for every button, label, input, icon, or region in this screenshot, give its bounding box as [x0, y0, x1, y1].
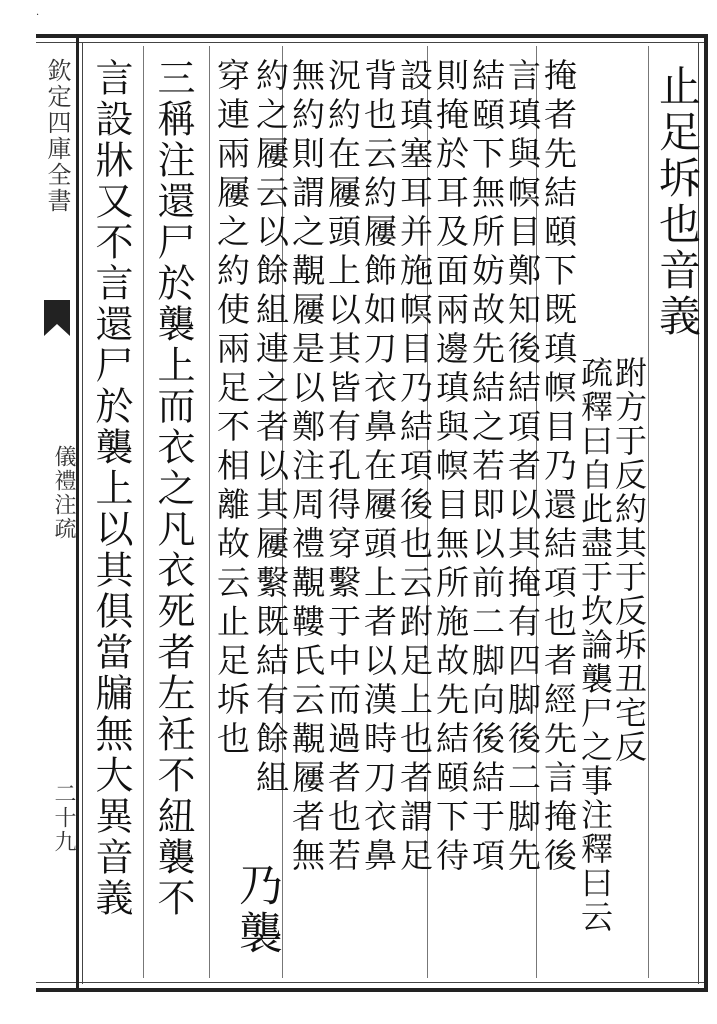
- fish-tail-ornament: [42, 300, 72, 336]
- text-column-main: 乃襲: [231, 862, 282, 958]
- frame-bottom-rule: [36, 988, 708, 992]
- chapter-title: 儀禮注疏: [51, 445, 76, 541]
- text-column-note: 穿連兩屨之約使兩足不相離故云止足坼也: [212, 58, 251, 760]
- text-column-note: 約之屨云以餘組連之者以其屨繫既結有餘組: [251, 58, 290, 799]
- column-rule: [209, 46, 210, 978]
- text-column-main: 三稱注還尸於襲上而衣之凡衣死者左衽不紐襲不: [151, 58, 195, 919]
- column-rule: [648, 46, 649, 978]
- column-rule: [143, 46, 144, 978]
- frame-top-inner-rule: [36, 42, 708, 43]
- page-number: 二十九: [51, 782, 76, 854]
- text-column-note: 設瑱塞耳并施幎目乃結項後也云跗足上也者謂足: [395, 58, 434, 877]
- text-column-note: 無約則謂之覯屨是以鄭注周禮覯鞻氏云覯屨者無: [287, 58, 326, 877]
- text-column-note: 背也云約屨飾如刀衣鼻在屨頭上者以漢時刀衣鼻: [359, 58, 398, 877]
- text-column-note: 跗方于反約其于反坼丑宅反: [610, 356, 648, 764]
- book-title: 欽定四庫全書: [43, 58, 71, 214]
- text-column-main: 言設牀又不言還尸於襲上以其俱當牖無大異音義: [89, 58, 133, 919]
- text-column-note: 結頤下無所妨故先結之若即以前二脚向後結于項: [467, 58, 506, 877]
- frame-right-rule: [704, 34, 708, 992]
- frame-top-rule: [36, 34, 708, 38]
- text-column-main: 止足坼也音義: [653, 64, 702, 340]
- frame-left-inner-rule: [82, 42, 83, 984]
- text-column-note: 言瑱與幎目鄭知後結項者以其掩有四脚後二脚先: [503, 58, 542, 877]
- text-column-note: 掩者先結頤下既瑱幎目乃還結項也者經先言掩後: [539, 58, 578, 877]
- frame-bottom-inner-rule: [36, 982, 708, 983]
- text-column-note: 則掩於耳及面兩邊瑱與幎目無所施故先結頤下待: [431, 58, 470, 877]
- text-column-note: 況約在屨頭上以其皆有孔得穿繫于中而過者也若: [323, 58, 362, 877]
- text-column-note: 疏釋曰自此盡于坎論襲尸之事注釋曰云: [576, 356, 614, 934]
- corner-mark: ·: [36, 10, 40, 21]
